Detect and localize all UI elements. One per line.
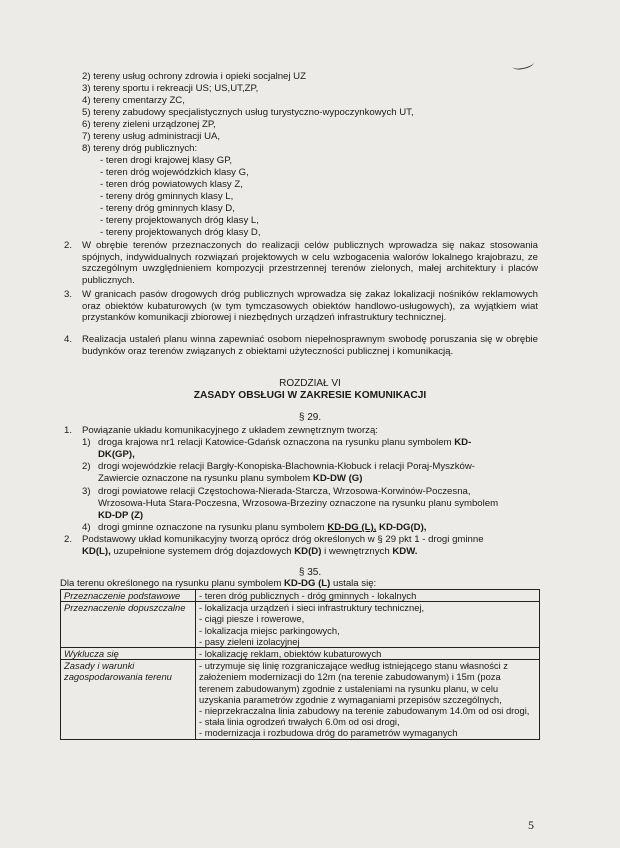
road-item: - teren dróg powiatowych klasy Z,	[100, 179, 243, 190]
chapter-title: ZASADY OBSŁUGI W ZAKRESIE KOMUNIKACJI	[193, 390, 427, 401]
list-item-4: 4) tereny cmentarzy ZC,	[82, 95, 185, 106]
list-item-6: 6) tereny zieleni urządzonej ZP,	[82, 119, 216, 130]
point-number: 1.	[64, 425, 73, 436]
road-item: - tereny projektowanych dróg klasy L,	[100, 215, 259, 226]
row-value: - teren dróg publicznych - dróg gminnych - lokalnych	[196, 590, 540, 602]
road-item: - teren drogi krajowej klasy GP,	[100, 155, 233, 166]
row-label: Wyklucza się	[61, 648, 196, 660]
paragraph-2: W obrębie terenów przeznaczonych do realizacji celów publicznych wprowadza się nakaz stosowania spójnych, indywidualnych rozwiązań projektowych w celu wzbogacenia walorów lokalnego krajobrazu, ze szczególnym uwzględnieniem kompozycji przestrzennej terenów zielonych, małej architektury i placów publicznych.	[82, 240, 538, 286]
row-value: - lokalizacja urządzeń i sieci infrastruktury technicznej, - ciągi piesze i rowerowe, - lokalizacja miejsc parkingowych, - pasy zieleni izolacyjnej	[196, 602, 540, 648]
list-item-8: 8) tereny dróg publicznych:	[82, 143, 198, 154]
item-3-line: drogi powiatowe relacji Częstochowa-Nierada-Starcza, Wrzosowa-Korwinów-Poczesna,	[98, 486, 471, 497]
rules-table	[60, 589, 540, 740]
list-item-5: 5) tereny zabudowy specjalistycznych usług turystyczno-wypoczynkowych UT,	[82, 107, 414, 118]
point-2-line: KD(L), uzupełnione systemem dróg dojazdowych KD(D) i wewnętrznych KDW.	[82, 546, 418, 557]
point-2-line: Podstawowy układ komunikacyjny tworzą oprócz dróg określonych w § 29 pkt 1 - drogi gminne	[82, 534, 484, 545]
row-value: - lokalizację reklam, obiektów kubaturowych	[196, 648, 540, 660]
table-row	[61, 590, 540, 602]
row-label: Przeznaczenie podstawowe	[61, 590, 196, 602]
row-label: Przeznaczenie dopuszczalne	[61, 602, 196, 648]
road-item: - tereny dróg gminnych klasy L,	[100, 191, 234, 202]
page-number: 5	[528, 818, 534, 832]
item-4-line: drogi gminne oznaczone na rysunku planu symbolem KD-DG (L), KD-DG(D),	[98, 522, 427, 533]
road-item: - teren dróg wojewódzkich klasy G,	[100, 167, 249, 178]
table-row	[61, 602, 540, 648]
pen-mark	[511, 58, 534, 71]
row-value: - utrzymuje się linię rozgraniczające według istniejącego stanu własności z założeniem modernizacji do 12m (na terenie zabudowanym) i 15m (poza terenem zabudowanym) zgodnie z ustaleniami na rysunku planu, w celu uzyskania parametrów zgodnie z wymaganiami przepisów szczególnych, - nieprzekraczalna linia zabudowy na terenie zabudowanym 14.0m od osi drogi, - stała linia ogrodzeń trwałych 6.0m od osi drogi, - modernizacja i rozbudowa dróg do parametrów wymaganych	[196, 660, 540, 739]
section-35-heading: § 35.	[298, 567, 322, 578]
section-29-heading: § 29.	[298, 412, 322, 423]
row-label: Zasady i warunki zagospodarowania terenu	[61, 660, 196, 739]
paragraph-number: 4.	[64, 334, 73, 345]
point-number: 2.	[64, 534, 73, 545]
item-2-line: drogi wojewódzkie relacji Bargły-Konopiska-Blachownia-Kłobuck i relacji Poraj-Myszków-	[98, 461, 475, 472]
list-item-7: 7) tereny usług administracji UA,	[82, 131, 221, 142]
list-item-3: 3) tereny sportu i rekreacji US; US,UT,ZP,	[82, 83, 259, 94]
item-3-symbol: KD-DP (Z)	[98, 510, 144, 521]
item-1-symbol: DK(GP),	[98, 449, 135, 460]
item-number: 4)	[82, 522, 91, 533]
road-item: - tereny projektowanych dróg klasy D,	[100, 227, 261, 238]
item-number: 3)	[82, 486, 91, 497]
item-number: 1)	[82, 437, 91, 448]
table-row	[61, 648, 540, 660]
chapter-number: ROZDZIAŁ VI	[279, 378, 341, 389]
point-1-text: Powiązanie układu komunikacyjnego z układem zewnętrznym tworzą:	[82, 425, 378, 436]
list-item-2: 2) tereny usług ochrony zdrowia i opieki socjalnej UZ	[82, 71, 306, 82]
paragraph-number: 3.	[64, 289, 73, 300]
section-35-intro: Dla terenu określonego na rysunku planu symbolem KD-DG (L) ustala się:	[60, 578, 377, 589]
table-row	[61, 660, 540, 739]
item-number: 2)	[82, 461, 91, 472]
item-1-line: droga krajowa nr1 relacji Katowice-Gdańsk oznaczona na rysunku planu symbolem KD-	[98, 437, 472, 448]
paragraph-3: W granicach pasów drogowych dróg publicznych wprowadza się zakaz lokalizacji nośników reklamowych oraz obiektów kubaturowych (w tym tymczasowych obiektów handlowo-usługowych), za wyjątkiem wiat przystanków komunikacji zbiorowej i niezbędnych urządzeń infrastruktury technicznej.	[82, 289, 538, 324]
paragraph-4: Realizacja ustaleń planu winna zapewniać osobom niepełnosprawnym swobodę poruszania się w obrębie budynków oraz terenów związanych z obiektami użyteczności publicznej i komunikacją.	[82, 334, 538, 357]
paragraph-number: 2.	[64, 240, 73, 251]
item-3-line: Wrzosowa-Huta Stara-Poczesna, Wrzosowa-Brzeziny oznaczone na rysunku planu symbolem	[98, 498, 499, 509]
road-item: - tereny dróg gminnych klasy D,	[100, 203, 235, 214]
item-2-line: Zawiercie oznaczone na rysunku planu symbolem KD-DW (G)	[98, 473, 363, 484]
